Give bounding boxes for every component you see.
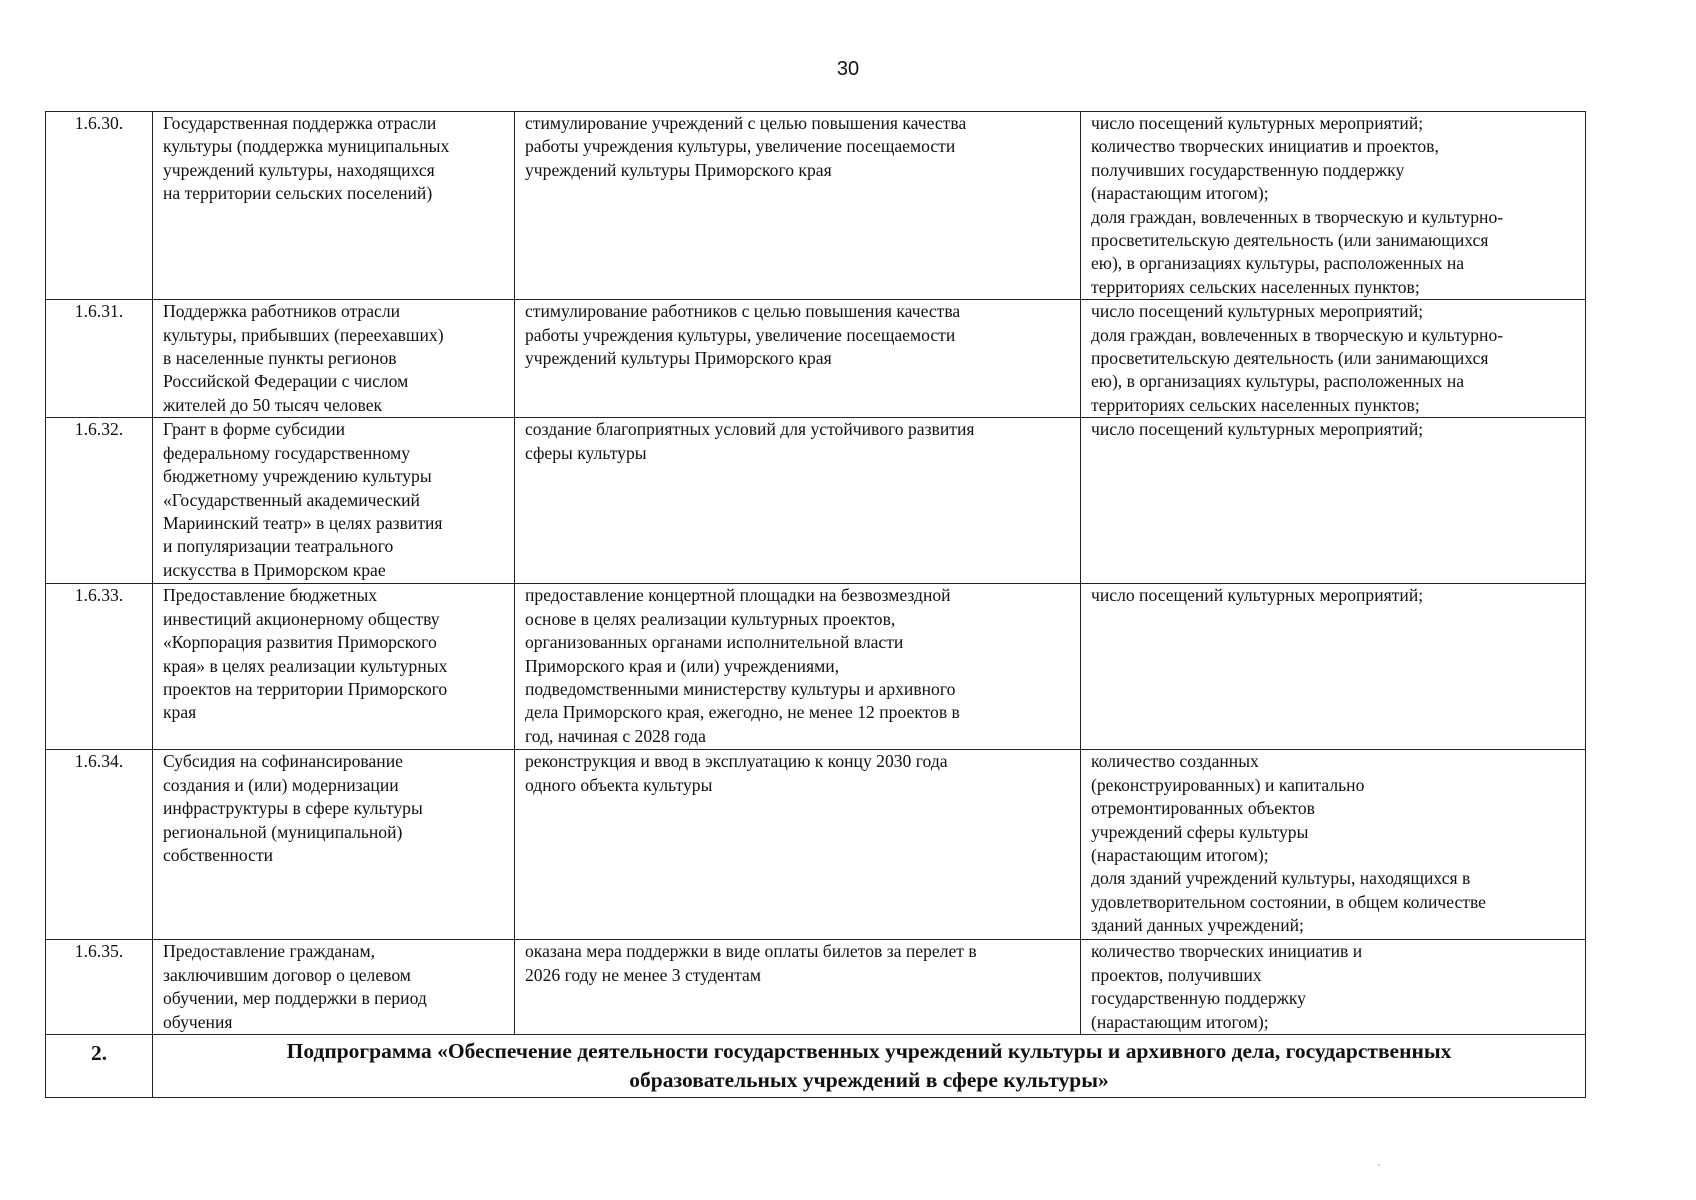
row-number-cell: 1.6.33. <box>46 584 153 750</box>
indicator-cell: количество творческих инициатив и проектов, получивших государственную поддержку (нарастающим итогом); <box>1081 940 1586 1035</box>
row-number-cell: 1.6.34. <box>46 750 153 940</box>
row-number-cell: 1.6.30. <box>46 112 153 300</box>
page-number: 30 <box>836 58 860 80</box>
activity-name-cell: Субсидия на софинансирование создания и (или) модернизации инфраструктуры в сфере культуры региональной (муниципальной) собственности <box>153 750 515 940</box>
row-number-cell: 1.6.31. <box>46 300 153 418</box>
table-row <box>46 112 1586 300</box>
table-row <box>46 940 1586 1035</box>
expected-result-cell: реконструкция и ввод в эксплуатацию к концу 2030 года одного объекта культуры <box>515 750 1081 940</box>
section-number-cell: 2. <box>46 1035 153 1098</box>
subprogram-title: Подпрограмма «Обеспечение деятельности государственных учреждений культуры и архивного дела, государственных образовательных учреждений в сфере культуры» <box>153 1035 1586 1098</box>
expected-result-cell: оказана мера поддержки в виде оплаты билетов за перелет в 2026 году не менее 3 студентам <box>515 940 1081 1035</box>
indicator-cell: число посещений культурных мероприятий; <box>1081 584 1586 750</box>
table-row <box>46 418 1586 584</box>
indicator-cell: число посещений культурных мероприятий; <box>1081 418 1586 584</box>
activity-name-cell: Предоставление гражданам, заключившим договор о целевом обучении, мер поддержки в период обучения <box>153 940 515 1035</box>
table-row <box>46 300 1586 418</box>
indicator-cell: количество созданных (реконструированных) и капитально отремонтированных объектов учреждений сферы культуры (нарастающим итогом); доля зданий учреждений культуры, находящихся в удовлетворительном состоянии, в общем количестве зданий данных учреждений; <box>1081 750 1586 940</box>
table-row <box>46 584 1586 750</box>
program-activities-table <box>45 111 1586 1098</box>
activity-name-cell: Грант в форме субсидии федеральному государственному бюджетному учреждению культуры «Государственный академический Мариинский театр» в целях развития и популяризации театрального искусства в Приморском крае <box>153 418 515 584</box>
activity-name-cell: Государственная поддержка отрасли культуры (поддержка муниципальных учреждений культуры, находящихся на территории сельских поселений) <box>153 112 515 300</box>
activity-name-cell: Поддержка работников отрасли культуры, прибывших (переехавших) в населенные пункты регионов Российской Федерации с числом жителей до 50 тысяч человек <box>153 300 515 418</box>
indicator-cell: число посещений культурных мероприятий; доля граждан, вовлеченных в творческую и культурно- просветительскую деятельность (или занимающихся ею), в организациях культуры, расположенных на территориях сельских населенных пунктов; <box>1081 300 1586 418</box>
expected-result-cell: стимулирование учреждений с целью повышения качества работы учреждения культуры, увеличение посещаемости учреждений культуры Приморского края <box>515 112 1081 300</box>
indicator-cell: число посещений культурных мероприятий; количество творческих инициатив и проектов, получивших государственную поддержку (нарастающим итогом); доля граждан, вовлеченных в творческую и культурно- просветительскую деятельность (или занимающихся ею), в организациях культуры, расположенных на территориях сельских населенных пунктов; <box>1081 112 1586 300</box>
expected-result-cell: создание благоприятных условий для устойчивого развития сферы культуры <box>515 418 1081 584</box>
expected-result-cell: предоставление концертной площадки на безвозмездной основе в целях реализации культурных проектов, организованных органами исполнительной власти Приморского края и (или) учреждениями, подведомственными министерству культуры и архивного дела Приморского края, ежегодно, не менее 12 проектов в год, начиная с 2028 года <box>515 584 1081 750</box>
subprogram-heading-row <box>46 1035 1586 1098</box>
table-row <box>46 750 1586 940</box>
expected-result-cell: стимулирование работников с целью повышения качества работы учреждения культуры, увеличение посещаемости учреждений культуры Приморского края <box>515 300 1081 418</box>
row-number-cell: 1.6.35. <box>46 940 153 1035</box>
scan-speck-decoration: ` <box>1377 1164 1382 1175</box>
row-number-cell: 1.6.32. <box>46 418 153 584</box>
activity-name-cell: Предоставление бюджетных инвестиций акционерному обществу «Корпорация развития Приморского края» в целях реализации культурных проектов на территории Приморского края <box>153 584 515 750</box>
